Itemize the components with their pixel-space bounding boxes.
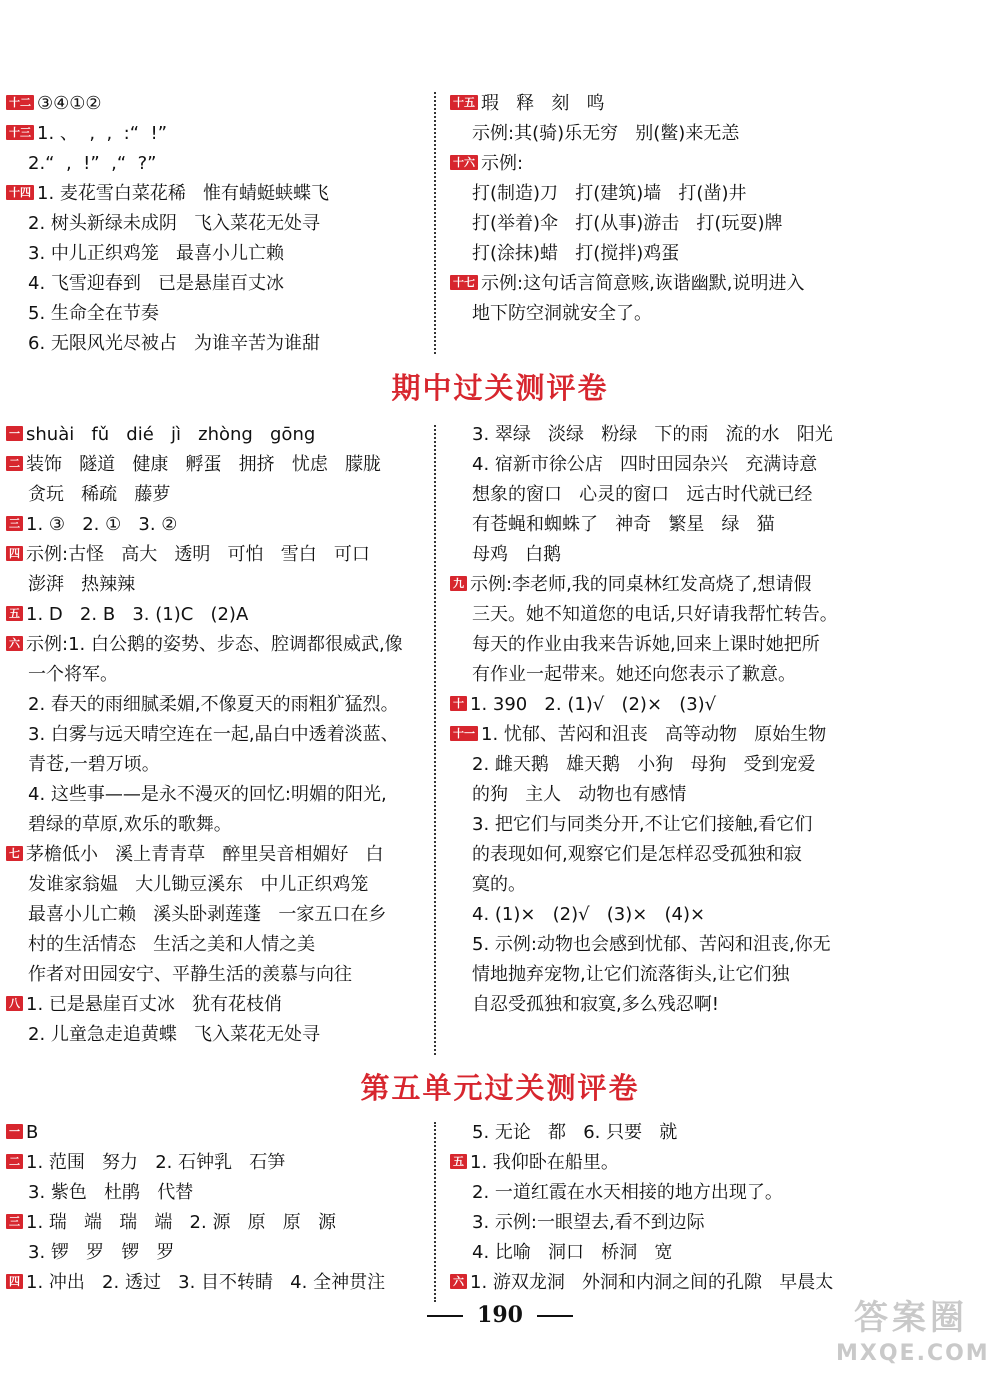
question-number-tag: 十四 [6, 185, 34, 200]
answer-line [6, 990, 426, 1020]
answer-text: 6. 无限风光尽被占 为谁辛苦为谁甜 [28, 333, 321, 354]
midterm-left-column [6, 420, 426, 1050]
answer-line [6, 960, 426, 990]
section-title-midterm: 期中过关测评卷 [391, 371, 609, 405]
answer-text: 4. 比喻 洞口 桥洞 宽 [472, 1242, 673, 1263]
answer-line [450, 870, 995, 900]
answer-line [450, 89, 995, 119]
answer-line [6, 930, 426, 960]
answer-line [450, 900, 995, 930]
answer-text: 3. 锣 罗 锣 罗 [28, 1242, 175, 1263]
answer-line [6, 480, 426, 510]
answer-text: 1. 忧郁、苦闷和沮丧 高等动物 原始生物 [481, 724, 827, 745]
answer-text: 装饰 隧道 健康 孵蛋 拥挤 忧虑 朦胧 [26, 454, 381, 475]
question-number-tag: 五 [450, 1154, 467, 1169]
answer-text: 想象的窗口 心灵的窗口 远古时代就已经 [472, 484, 813, 505]
page-number-text: 190 [477, 1302, 523, 1328]
question-number-tag: 十五 [450, 95, 478, 110]
answer-text: 的表现如何,观察它们是怎样忍受孤独和寂 [472, 844, 802, 865]
question-number-tag: 五 [6, 606, 23, 621]
question-number-tag: 十七 [450, 275, 478, 290]
answer-line [6, 420, 426, 450]
answer-line [6, 149, 426, 179]
answer-line [450, 1118, 995, 1148]
answer-text: 示例: [481, 153, 524, 174]
answer-text: 村的生活情态 生活之美和人情之美 [28, 934, 316, 955]
section-title-unit5: 第五单元过关测评卷 [360, 1071, 640, 1105]
answer-line [450, 840, 995, 870]
question-number-tag: 一 [6, 1124, 23, 1139]
question-number-tag: 十二 [6, 95, 34, 110]
answer-line [450, 119, 995, 149]
answer-text: 1. 麦花雪白菜花稀 惟有蜻蜓蛱蝶飞 [37, 183, 330, 204]
question-number-tag: 十 [450, 696, 467, 711]
answer-line [6, 570, 426, 600]
answer-line [6, 510, 426, 540]
question-number-tag: 十三 [6, 125, 34, 140]
answer-line [450, 179, 995, 209]
question-number-tag: 七 [6, 846, 23, 861]
answer-text: 1. D 2. B 3. (1)C (2)A [26, 604, 249, 625]
answer-text: 5. 示例:动物也会感到忧郁、苦闷和沮丧,你无 [472, 934, 831, 955]
answer-text: 4. 这些事——是永不漫灭的回忆:明媚的阳光, [28, 784, 387, 805]
answer-line [450, 510, 995, 540]
answer-line [450, 1268, 995, 1298]
answer-line [450, 810, 995, 840]
answer-text: 的狗 主人 动物也有感情 [472, 784, 687, 805]
answer-line [450, 780, 995, 810]
answer-line [450, 690, 995, 720]
question-number-tag: 四 [6, 1274, 23, 1289]
answer-line [450, 720, 995, 750]
question-number-tag: 十六 [450, 155, 478, 170]
answer-line [6, 600, 426, 630]
answer-text: 3. 白雾与远天晴空连在一起,晶白中透着淡蓝、 [28, 724, 399, 745]
answer-text: 1. 、 , , :“ !” [37, 123, 168, 144]
answer-line [6, 840, 426, 870]
answer-line [6, 870, 426, 900]
answer-text: 1. 范围 努力 2. 石钟乳 石笋 [26, 1152, 286, 1173]
question-number-tag: 二 [6, 456, 23, 471]
answer-text: shuài fǔ dié jì zhòng gōng [26, 424, 316, 445]
answer-text: 4. (1)× (2)√ (3)× (4)× [472, 904, 706, 925]
question-number-tag: 八 [6, 996, 23, 1011]
answer-line [450, 1148, 995, 1178]
question-number-tag: 六 [450, 1274, 467, 1289]
question-number-tag: 四 [6, 546, 23, 561]
question-number-tag: 三 [6, 516, 23, 531]
answer-line [6, 540, 426, 570]
answer-text: 每天的作业由我来告诉她,回来上课时她把所 [472, 634, 820, 655]
answer-text: 3. 翠绿 淡绿 粉绿 下的雨 流的水 阳光 [472, 424, 833, 445]
answer-line [6, 1020, 426, 1050]
answer-text: 贪玩 稀疏 藤萝 [28, 484, 171, 505]
top-right-column [450, 89, 995, 329]
answer-line [450, 480, 995, 510]
answer-line [6, 900, 426, 930]
answer-text: 情地抛弃宠物,让它们流落街头,让它们独 [472, 964, 790, 985]
answer-text: 发谁家翁媪 大儿锄豆溪东 中儿正织鸡笼 [28, 874, 369, 895]
answer-text: 打(举着)伞 打(从事)游击 打(玩耍)牌 [472, 213, 783, 234]
question-number-tag: 十一 [450, 726, 478, 741]
answer-line [6, 1118, 426, 1148]
answer-text: 澎湃 热辣辣 [28, 574, 136, 595]
answer-line [6, 810, 426, 840]
watermark-line1: 答案圈 [854, 1298, 968, 1338]
answer-line [6, 660, 426, 690]
answer-line [6, 690, 426, 720]
answer-text: 4. 宿新市徐公店 四时田园杂兴 充满诗意 [472, 454, 818, 475]
unit5-left-column [6, 1118, 426, 1298]
answer-text: B [26, 1122, 39, 1143]
watermark-line2: MXQE.COM [836, 1341, 990, 1366]
answer-text: 1. 游双龙洞 外洞和内洞之间的孔隙 早晨太 [470, 1272, 834, 1293]
answer-text: 5. 无论 都 6. 只要 就 [472, 1122, 678, 1143]
answer-line [450, 630, 995, 660]
answer-text: 作者对田园安宁、平静生活的羡慕与向往 [28, 964, 352, 985]
answer-text: 2. 春天的雨细腻柔媚,不像夏天的雨粗犷猛烈。 [28, 694, 399, 715]
answer-line [6, 1178, 426, 1208]
answer-text: 碧绿的草原,欢乐的歌舞。 [28, 814, 232, 835]
answer-text: 寞的。 [472, 874, 526, 895]
answer-text: 3. 中儿正织鸡笼 最喜小儿亡赖 [28, 243, 285, 264]
answer-text: 示例:其(骑)乐无穷 别(鳖)来无恙 [472, 123, 740, 144]
answer-text: 茅檐低小 溪上青青草 醉里吴音相媚好 白 [26, 844, 384, 865]
question-number-tag: 六 [6, 636, 23, 651]
answer-text: 4. 飞雪迎春到 已是悬崖百丈冰 [28, 273, 285, 294]
answer-text: 示例:1. 白公鹅的姿势、步态、腔调都很威武,像 [26, 634, 403, 655]
answer-text: 一个将军。 [28, 664, 118, 685]
answer-text: 1. 瑞 端 瑞 端 2. 源 原 原 源 [26, 1212, 336, 1233]
watermark-logo [836, 1298, 990, 1378]
answer-line [6, 179, 426, 209]
answer-text: 1. 我仰卧在船里。 [470, 1152, 619, 1173]
answer-text: 示例:李老师,我的同桌林红发高烧了,想请假 [470, 574, 812, 595]
question-number-tag: 九 [450, 576, 467, 591]
midterm-right-column [450, 420, 995, 1020]
question-number-tag: 一 [6, 426, 23, 441]
answer-text: 1. ③ 2. ① 3. ② [26, 514, 178, 535]
answer-line [450, 930, 995, 960]
answer-line [6, 750, 426, 780]
answer-line [6, 269, 426, 299]
answer-line [450, 660, 995, 690]
column-divider-top [434, 92, 436, 354]
answer-line [450, 1208, 995, 1238]
answer-text: 地下防空洞就安全了。 [472, 303, 652, 324]
answer-line [450, 1178, 995, 1208]
question-number-tag: 二 [6, 1154, 23, 1169]
answer-line [450, 239, 995, 269]
answer-text: 2. 一道红霞在水天相接的地方出现了。 [472, 1182, 783, 1203]
answer-line [6, 780, 426, 810]
answer-text: 青苍,一碧万顷。 [28, 754, 160, 775]
answer-line [6, 1148, 426, 1178]
answer-line [450, 299, 995, 329]
answer-line [450, 269, 995, 299]
answer-text: 打(涂抹)蜡 打(搅拌)鸡蛋 [472, 243, 680, 264]
answer-line [450, 540, 995, 570]
top-left-column [6, 89, 426, 359]
answer-line [6, 1208, 426, 1238]
unit5-right-column [450, 1118, 995, 1298]
answer-line [450, 450, 995, 480]
answer-text: 有作业一起带来。她还向您表示了歉意。 [472, 664, 796, 685]
answer-line [6, 299, 426, 329]
answer-text: 有苍蝇和蜘蛛了 神奇 繁星 绿 猫 [472, 514, 775, 535]
answer-line [450, 600, 995, 630]
answer-line [6, 329, 426, 359]
answer-line [6, 209, 426, 239]
answer-text: 打(制造)刀 打(建筑)墙 打(凿)井 [472, 183, 747, 204]
answer-line [450, 1238, 995, 1268]
answer-text: 3. 紫色 杜鹃 代替 [28, 1182, 194, 1203]
answer-text: 自忍受孤独和寂寞,多么残忍啊! [472, 994, 719, 1015]
question-number-tag: 三 [6, 1214, 23, 1229]
answer-line [6, 119, 426, 149]
answer-text: 1. 已是悬崖百丈冰 犹有花枝俏 [26, 994, 283, 1015]
answer-line [6, 89, 426, 119]
answer-line [6, 630, 426, 660]
answer-text: 2. 儿童急走追黄蝶 飞入菜花无处寻 [28, 1024, 321, 1045]
answer-line [450, 990, 995, 1020]
answer-line [450, 149, 995, 179]
answer-text: ③④①② [37, 93, 102, 114]
answer-text: 最喜小儿亡赖 溪头卧剥莲蓬 一家五口在乡 [28, 904, 387, 925]
answer-text: 2.“ , !” ,“ ?” [28, 153, 157, 174]
answer-line [6, 239, 426, 269]
answer-text: 母鸡 白鹅 [472, 544, 562, 565]
column-divider-unit5 [434, 1122, 436, 1302]
answer-line [450, 420, 995, 450]
answer-text: 三天。她不知道您的电话,只好请我帮忙转告。 [472, 604, 838, 625]
answer-text: 1. 冲出 2. 透过 3. 目不转睛 4. 全神贯注 [26, 1272, 386, 1293]
answer-line [450, 209, 995, 239]
answer-text: 示例:古怪 高大 透明 可怕 雪白 可口 [26, 544, 370, 565]
answer-line [6, 1268, 426, 1298]
answer-text: 3. 把它们与同类分开,不让它们接触,看它们 [472, 814, 813, 835]
answer-text: 1. 390 2. (1)√ (2)× (3)√ [470, 694, 717, 715]
answer-line [450, 570, 995, 600]
answer-line [6, 720, 426, 750]
column-divider-midterm [434, 425, 436, 1055]
answer-text: 示例:这句话言简意赅,诙谐幽默,说明进入 [481, 273, 805, 294]
answer-text: 3. 示例:一眼望去,看不到边际 [472, 1212, 705, 1233]
answer-line [6, 450, 426, 480]
answer-text: 2. 树头新绿未成阴 飞入菜花无处寻 [28, 213, 321, 234]
answer-line [450, 750, 995, 780]
answer-text: 瑕 释 刻 鸣 [481, 93, 605, 114]
answer-line [6, 1238, 426, 1268]
answer-text: 5. 生命全在节奏 [28, 303, 159, 324]
answer-line [450, 960, 995, 990]
answer-text: 2. 雌天鹅 雄天鹅 小狗 母狗 受到宠爱 [472, 754, 816, 775]
